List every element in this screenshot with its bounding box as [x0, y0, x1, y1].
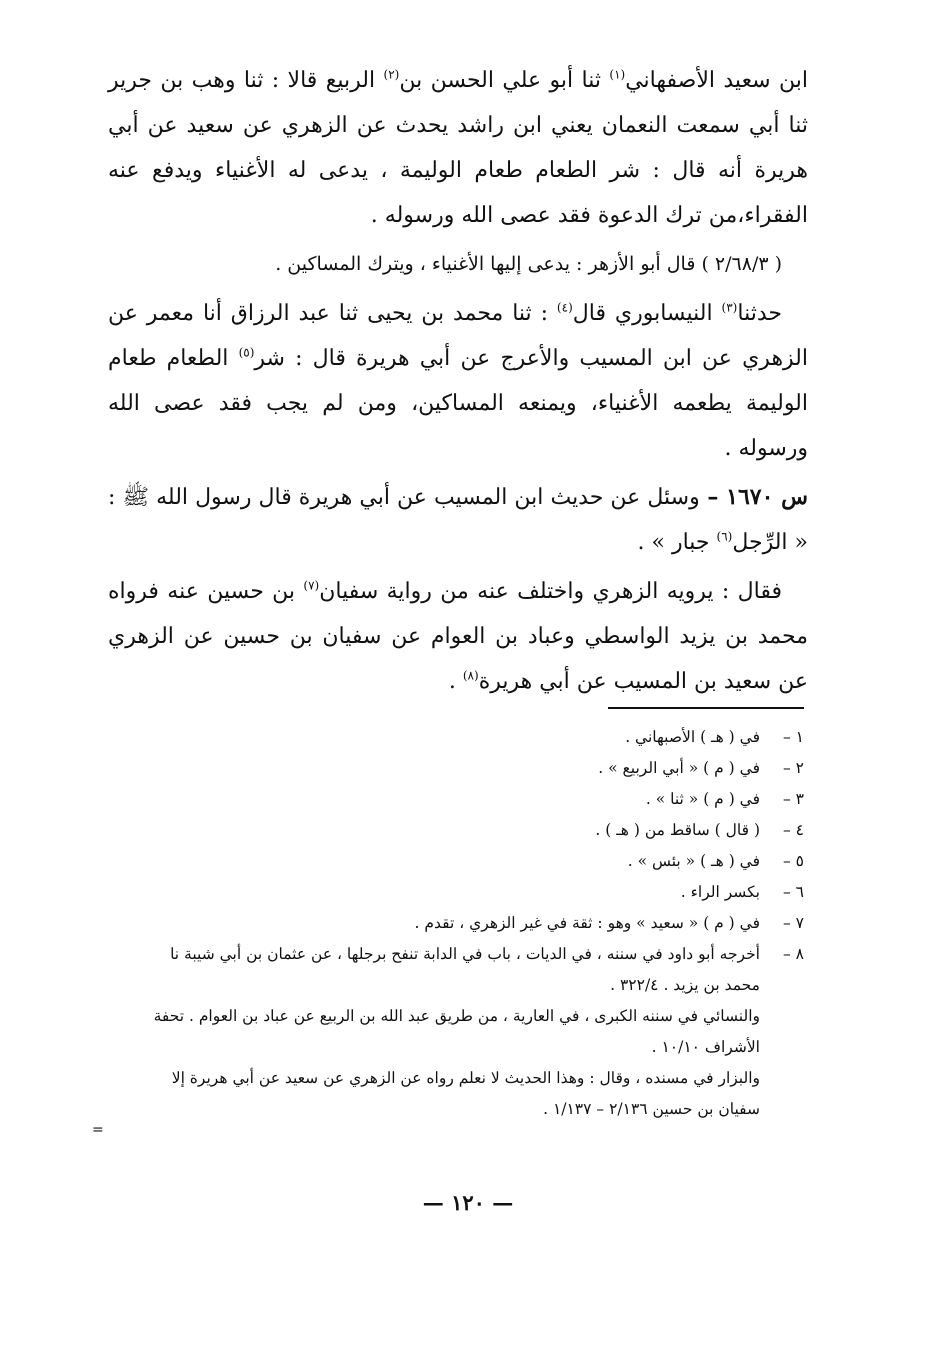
footnote-continuation: سفيان بن حسين ٢/١٣٦ – ١/١٣٧ .	[543, 1100, 760, 1118]
footnote-number: ٣ –	[782, 790, 804, 808]
footnote-continuation: محمد بن يزيد . ٣٢٢/٤ .	[610, 976, 760, 994]
paragraph-1	[108, 58, 808, 238]
footnote-number: ٨ –	[782, 945, 804, 963]
footnote-text: في ( هـ ) « بئس » .	[627, 852, 760, 870]
footnote-text: في ( هـ ) الأصبهاني .	[625, 728, 760, 746]
footnote-ref-2: (٢)	[383, 67, 400, 82]
footnote-number: ٦ –	[782, 883, 804, 901]
footnote-ref-3: (٣)	[721, 300, 738, 315]
text-run: ثنا أبو علي الحسن بن	[399, 68, 610, 93]
text-run: وسئل عن حديث ابن المسيب عن أبي هريرة قال رسول الله ﷺ : « الرِّجل	[108, 485, 808, 555]
footnote-item	[108, 722, 804, 753]
text-run: .	[448, 669, 463, 694]
footnote-continuation: والنسائي في سننه الكبرى ، في العارية ، من طريق عبد الله بن الربيع عن عباد بن العوام . تحفة	[153, 1007, 760, 1025]
footnotes	[108, 722, 804, 1125]
main-text	[108, 58, 808, 708]
footnote-number: ٥ –	[782, 852, 804, 870]
footnote-ref-7: (٧)	[303, 578, 320, 593]
footnote-ref-6: (٦)	[716, 529, 733, 544]
footnote-text: في ( م ) « ثنا » .	[645, 790, 760, 808]
text-run: الطعام طعام الوليمة يطعمه الأغنياء، ويمنعه المساكين، ومن لم يجب فقد عصى الله ورسوله .	[108, 346, 808, 461]
page-number: — ١٢٠ —	[422, 1190, 514, 1215]
footnote-item	[108, 908, 804, 939]
footnote-text: أخرجه أبو داود في سننه ، في الديات ، باب في الدابة تنفح برجلها ، عن عثمان بن أبي شيبة نا	[170, 945, 760, 963]
footnote-ref-1: (١)	[609, 67, 626, 82]
footnote-number: ٤ –	[782, 821, 804, 839]
paragraph-4	[108, 475, 808, 565]
paragraph-2	[108, 242, 808, 287]
text-run: النيسابوري قال	[572, 301, 722, 326]
footnote-ref-5: (٥)	[238, 345, 255, 360]
footnote-separator	[608, 707, 804, 709]
text-run: : ثنا محمد بن يحيى ثنا عبد الرزاق أنا معمر عن الزهري عن ابن المسيب والأعرج عن أبي هريرة قال : شر	[108, 301, 808, 371]
text-run: فقال : يرويه الزهري واختلف عنه من رواية سفيان	[319, 579, 782, 604]
text-run: جبار » .	[637, 530, 717, 555]
footnote-continuation: والبزار في مسنده ، وقال : وهذا الحديث لا نعلم رواه عن الزهري عن سعيد عن أبي هريرة إلا	[171, 1069, 760, 1087]
footnote-text: بكسر الراء .	[680, 883, 760, 901]
question-number: س ١٦٧٠ –	[699, 484, 809, 510]
footnote-ref-4: (٤)	[556, 300, 573, 315]
footnote-item	[108, 846, 804, 877]
footnote-item	[108, 753, 804, 784]
text-run: ( ٢/٦٨/٣ ) قال أبو الأزهر : يدعى إليها الأغنياء ، ويترك المساكين .	[275, 253, 782, 275]
footnote-item	[108, 877, 804, 908]
footnote-continuation: الأشراف ١٠/١٠ .	[651, 1038, 760, 1056]
footnote-text: ( قال ) ساقط من ( هـ ) .	[595, 821, 760, 839]
text-run: حدثنا	[737, 301, 782, 326]
footnote-text: في ( م ) « أبي الربيع » .	[598, 759, 760, 777]
footnote-ref-8: (٨)	[462, 668, 479, 683]
footnote-number: ١ –	[782, 728, 804, 746]
text-run: بن حسين عنه فرواه محمد بن يزيد الواسطي وعباد بن العوام عن سفيان بن حسين عن الزهري عن سعيد بن المسيب عن أبي هريرة	[108, 579, 808, 694]
margin-mark: =	[92, 1122, 104, 1138]
text-run: الربيع قالا : ثنا وهب بن جرير ثنا أبي سمعت النعمان يعني ابن راشد يحدث عن الزهري عن سعيد عن أبي هريرة أنه قال : شر الطعام طعام الوليمة ، يدعى له الأغنياء ويدفع عنه الفقراء،من ترك الدعوة فقد عصى الله ورسوله .	[108, 68, 808, 228]
footnote-item	[108, 784, 804, 815]
footnote-number: ٢ –	[782, 759, 804, 777]
paragraph-5	[108, 569, 808, 704]
footnote-item	[108, 939, 804, 970]
paragraph-3	[108, 291, 808, 471]
footnote-item	[108, 815, 804, 846]
footnote-number: ٧ –	[782, 914, 804, 932]
text-run: ابن سعيد الأصفهاني	[625, 68, 808, 93]
footnote-text: في ( م ) « سعيد » وهو : ثقة في غير الزهري ، تقدم .	[414, 914, 760, 932]
